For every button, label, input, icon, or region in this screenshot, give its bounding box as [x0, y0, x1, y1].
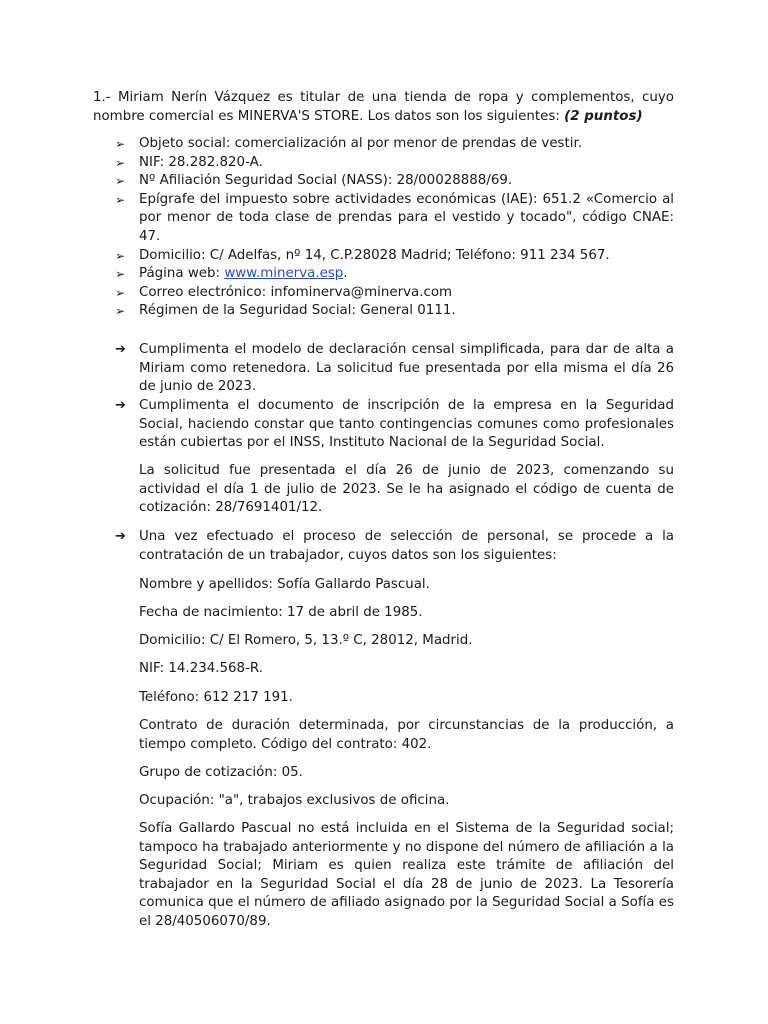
worker-birth: Fecha de nacimiento: 17 de abril de 1985. [139, 605, 423, 620]
list-item: ➢ Epígrafe del impuesto sobre actividades económicas (IAE): 651.2 «Comercio al por menor de toda clase de prendas para el vestido y tocado", código CNAE: 47. [115, 191, 674, 244]
right-arrow-icon: ➔ [115, 342, 126, 357]
arrowhead-bullet-icon: ➢ [115, 248, 126, 263]
worker-phone: Teléfono: 612 217 191. [139, 690, 293, 705]
website-link[interactable]: www.minerva.esp [224, 266, 344, 282]
worker-note: Sofía Gallardo Pascual no está incluida en el Sistema de la Seguridad social; tampoco ha trabajado anteriormente y no dispone del número de afiliación a la Seguridad Social; Miriam es quien realiza este trámite de afiliación del trabajador en la Seguridad Social el día 28 de junio de 2023. La Tesorería comunica que el número de afiliado asignado por la Seguridad Social a Sofía es el 28/40506070/89. [139, 821, 674, 929]
task-2-paragraph: La solicitud fue presentada el día 26 de junio de 2023, comenzando su actividad el día 1 de julio de 2023. Se le ha asignado el código de cuenta de cotización: 28/7691401/12. [139, 463, 674, 516]
worker-name: Nombre y apellidos: Sofía Gallardo Pascual. [139, 577, 430, 592]
list-item: ➢ Domicilio: C/ Adelfas, nº 14, C.P.28028 Madrid; Teléfono: 911 234 567. [93, 247, 674, 266]
company-data-list [93, 135, 674, 321]
right-arrow-icon: ➔ [115, 398, 126, 413]
arrowhead-bullet-icon: ➢ [115, 192, 126, 207]
list-item: ➢ Nº Afiliación Seguridad Social (NASS): 28/00028888/69. [93, 172, 674, 191]
right-arrow-icon: ➔ [115, 529, 126, 544]
list-item: ➢ NIF: 28.282.820-A. [93, 154, 674, 173]
arrowhead-bullet-icon: ➢ [115, 267, 126, 282]
task-3: ➔ Una vez efectuado el proceso de selección de personal, se procede a la contratación de un trabajador, cuyos datos son los siguientes: [115, 529, 674, 563]
worker-group: Grupo de cotización: 05. [139, 765, 303, 780]
worker-occupation: Ocupación: "a", trabajos exclusivos de oficina. [139, 793, 450, 808]
worker-address: Domicilio: C/ El Romero, 5, 13.º C, 28012, Madrid. [139, 633, 473, 648]
intro-text: 1.- Miriam Nerín Vázquez es titular de una tienda de ropa y complementos, cuyo nombre comercial es MINERVA'S STORE. Los datos son los siguientes: [93, 90, 674, 124]
arrowhead-bullet-icon: ➢ [115, 285, 126, 300]
arrowhead-bullet-icon: ➢ [115, 137, 126, 151]
task-1: ➔ Cumplimenta el modelo de declaración censal simplificada, para dar de alta a Miriam como retenedora. La solicitud fue presentada por ella misma el día 26 de junio de 2023. [115, 342, 674, 395]
list-item: ➢ Objeto social: comercialización al por menor de prendas de vestir. [93, 135, 674, 154]
arrowhead-bullet-icon: ➢ [115, 155, 126, 170]
intro-paragraph [93, 89, 674, 126]
arrowhead-bullet-icon: ➢ [115, 304, 126, 319]
list-item: ➢ Régimen de la Seguridad Social: General 0111. [93, 302, 674, 321]
worker-nif: NIF: 14.234.568-R. [139, 661, 263, 676]
points-label: (2 puntos) [564, 108, 643, 124]
list-item-web: ➢ Página web: www.minerva.esp. [93, 265, 674, 284]
worker-contract: Contrato de duración determinada, por circunstancias de la producción, a tiempo completo. Código del contrato: 402. [139, 718, 674, 752]
list-item: ➢ Correo electrónico: infominerva@minerva.com [93, 284, 674, 303]
arrowhead-bullet-icon: ➢ [115, 174, 126, 189]
task-2: ➔ Cumplimenta el documento de inscripción de la empresa en la Seguridad Social, haciendo constar que tanto contingencias comunes como profesionales están cubiertas por el INSS, Instituto Nacional de la Seguridad Social. [115, 398, 674, 451]
